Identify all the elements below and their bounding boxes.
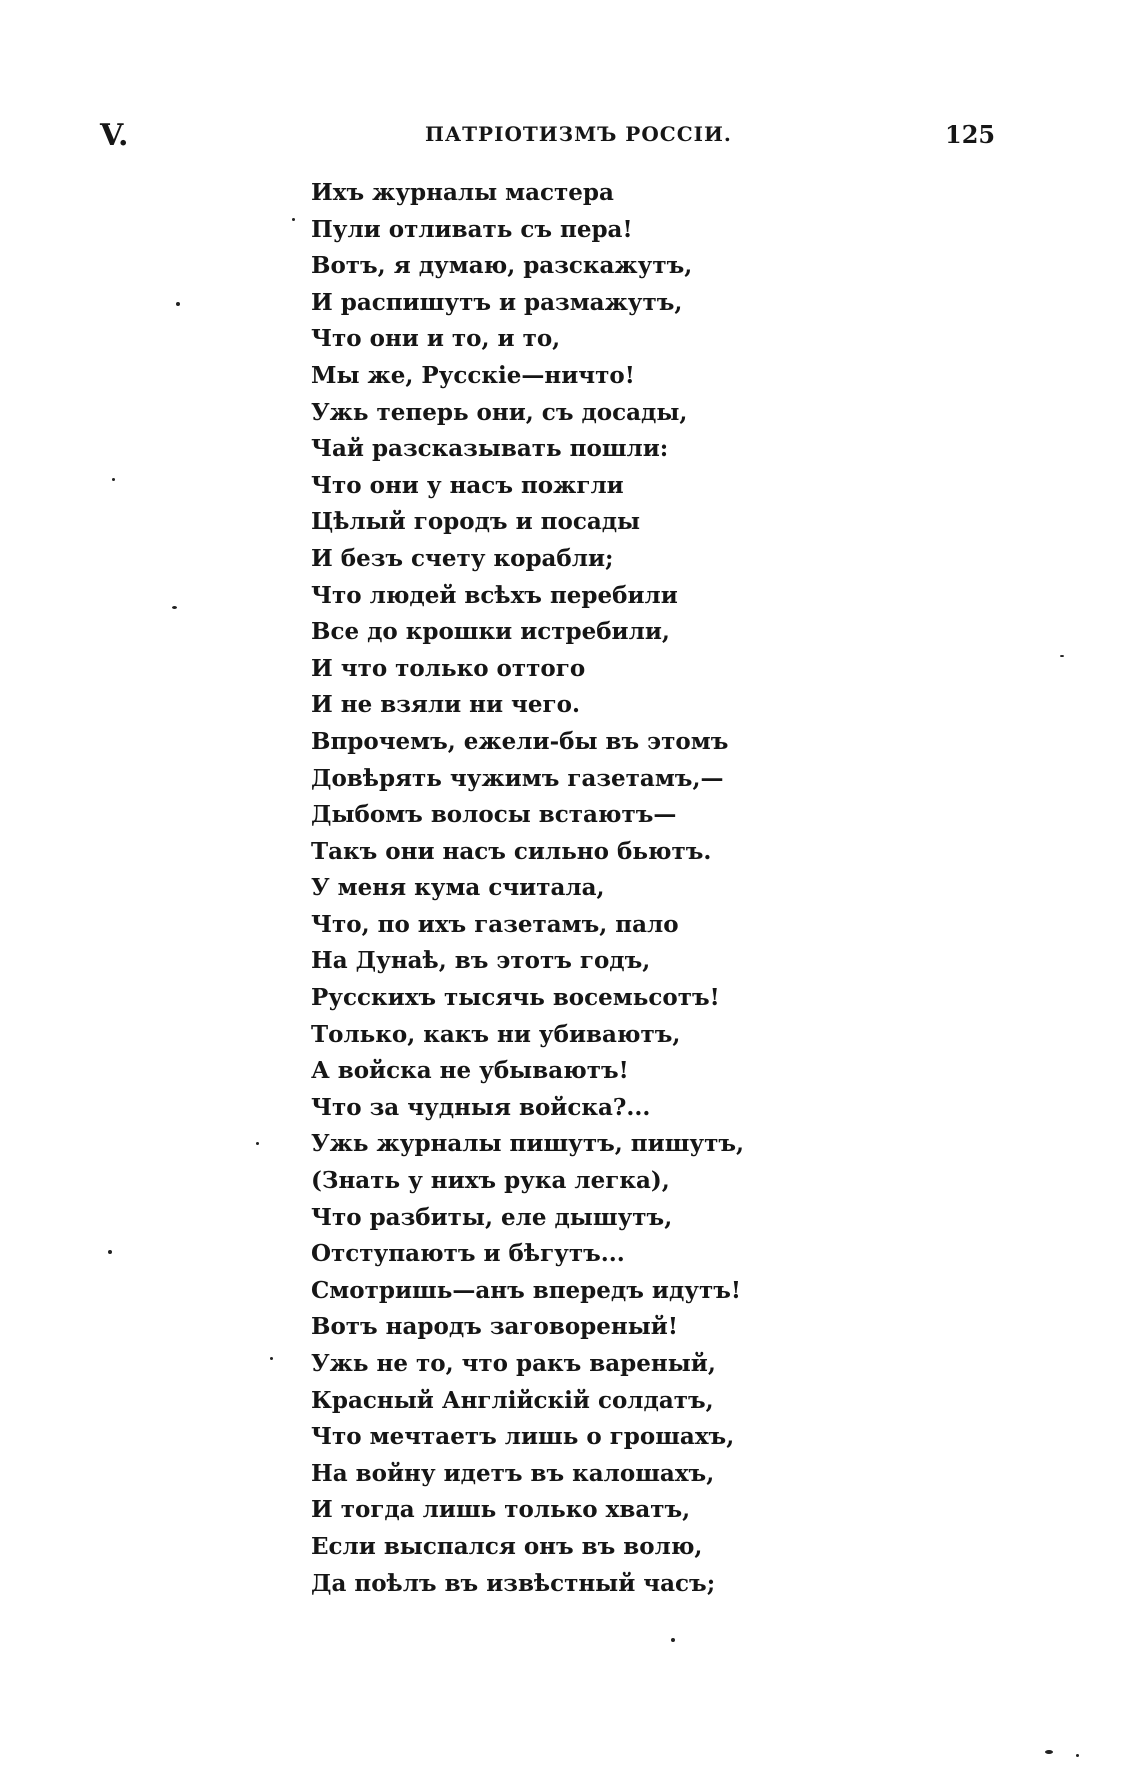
scan-speck bbox=[256, 1142, 259, 1145]
poem-line: (Знать у нихъ рука легка), bbox=[311, 1167, 670, 1195]
poem-line: Только, какъ ни убиваютъ, bbox=[311, 1020, 681, 1048]
poem-line: Ихъ журналы мастера bbox=[311, 179, 614, 206]
poem-line: Чай разсказывать пошли: bbox=[311, 435, 669, 463]
poem-line: Все до крошки истребили, bbox=[311, 618, 670, 646]
poem-line: Ужь теперь они, съ досады, bbox=[311, 398, 688, 426]
poem-text bbox=[311, 175, 744, 1602]
scan-speck bbox=[1060, 655, 1064, 657]
poem-line: И не взяли ни чего. bbox=[311, 691, 580, 719]
scan-speck bbox=[292, 218, 295, 221]
poem-line: А войска не убываютъ! bbox=[311, 1057, 629, 1085]
poem-line: И безъ счету корабли; bbox=[311, 544, 614, 572]
poem-line: Вотъ народъ заговореный! bbox=[311, 1313, 678, 1341]
poem-line: И тогда лишь только хватъ, bbox=[311, 1496, 691, 1524]
running-title: ПАТРІОТИЗМЪ РОССІИ. bbox=[425, 122, 732, 146]
poem-line: Ужь журналы пишутъ, пишутъ, bbox=[311, 1130, 745, 1158]
scan-speck bbox=[671, 1638, 675, 1642]
page-header bbox=[0, 118, 1140, 154]
scan-speck bbox=[112, 478, 115, 481]
poem-line: Такъ они насъ сильно бьютъ. bbox=[311, 837, 712, 865]
page-number: 125 bbox=[945, 120, 996, 149]
poem-line: Впрочемъ, ежели-бы въ этомъ bbox=[311, 727, 729, 755]
poem-line: У меня кума считала, bbox=[311, 874, 605, 902]
poem-line: Вотъ, я думаю, разскажутъ, bbox=[311, 252, 693, 280]
scan-speck bbox=[108, 1250, 112, 1254]
poem-line: Что разбиты, еле дышутъ, bbox=[311, 1203, 673, 1231]
poem-line: Что за чудныя войска?... bbox=[311, 1093, 651, 1121]
scan-speck bbox=[270, 1357, 273, 1360]
poem-line: Смотришь—анъ впередъ идутъ! bbox=[311, 1276, 741, 1304]
poem-line: На войну идетъ въ калошахъ, bbox=[311, 1459, 715, 1487]
scan-speck bbox=[172, 606, 177, 609]
poem-line: Если выспался онъ въ волю, bbox=[311, 1532, 703, 1560]
poem-line: И распишутъ и размажутъ, bbox=[311, 288, 683, 316]
poem-line: Ужь не то, что ракъ вареный, bbox=[311, 1350, 716, 1377]
scan-speck bbox=[176, 302, 180, 306]
poem-line: Мы же, Русскіе—ничто! bbox=[311, 361, 635, 389]
scan-speck bbox=[1045, 1750, 1053, 1754]
poem-line: Что они у насъ пожгли bbox=[311, 471, 624, 499]
poem-line: Дыбомъ волосы встаютъ— bbox=[311, 801, 677, 829]
poem-line: Цѣлый городъ и посады bbox=[311, 508, 641, 536]
poem-line: Что, по ихъ газетамъ, пало bbox=[311, 910, 679, 938]
poem-line: Довѣрять чужимъ газетамъ,— bbox=[311, 764, 724, 792]
poem-line: Что людей всѣхъ перебили bbox=[311, 581, 678, 609]
poem-line: Да поѣлъ въ извѣстный часъ; bbox=[311, 1569, 716, 1597]
poem-line: Что они и то, и то, bbox=[311, 325, 561, 353]
section-number: V. bbox=[100, 118, 129, 153]
poem-line: Отступаютъ и бѣгутъ... bbox=[311, 1240, 625, 1268]
poem-line: И что только оттого bbox=[311, 654, 586, 682]
poem-line: Что мечтаетъ лишь о грошахъ, bbox=[311, 1423, 735, 1451]
poem-line: На Дунаѣ, въ этотъ годъ, bbox=[311, 947, 651, 975]
poem-line: Русскихъ тысячь восемьсотъ! bbox=[311, 984, 720, 1012]
scan-speck bbox=[1076, 1754, 1079, 1757]
poem-line: Пули отливать съ пера! bbox=[311, 215, 633, 243]
poem-line: Красный Англійскій солдатъ, bbox=[311, 1386, 714, 1414]
